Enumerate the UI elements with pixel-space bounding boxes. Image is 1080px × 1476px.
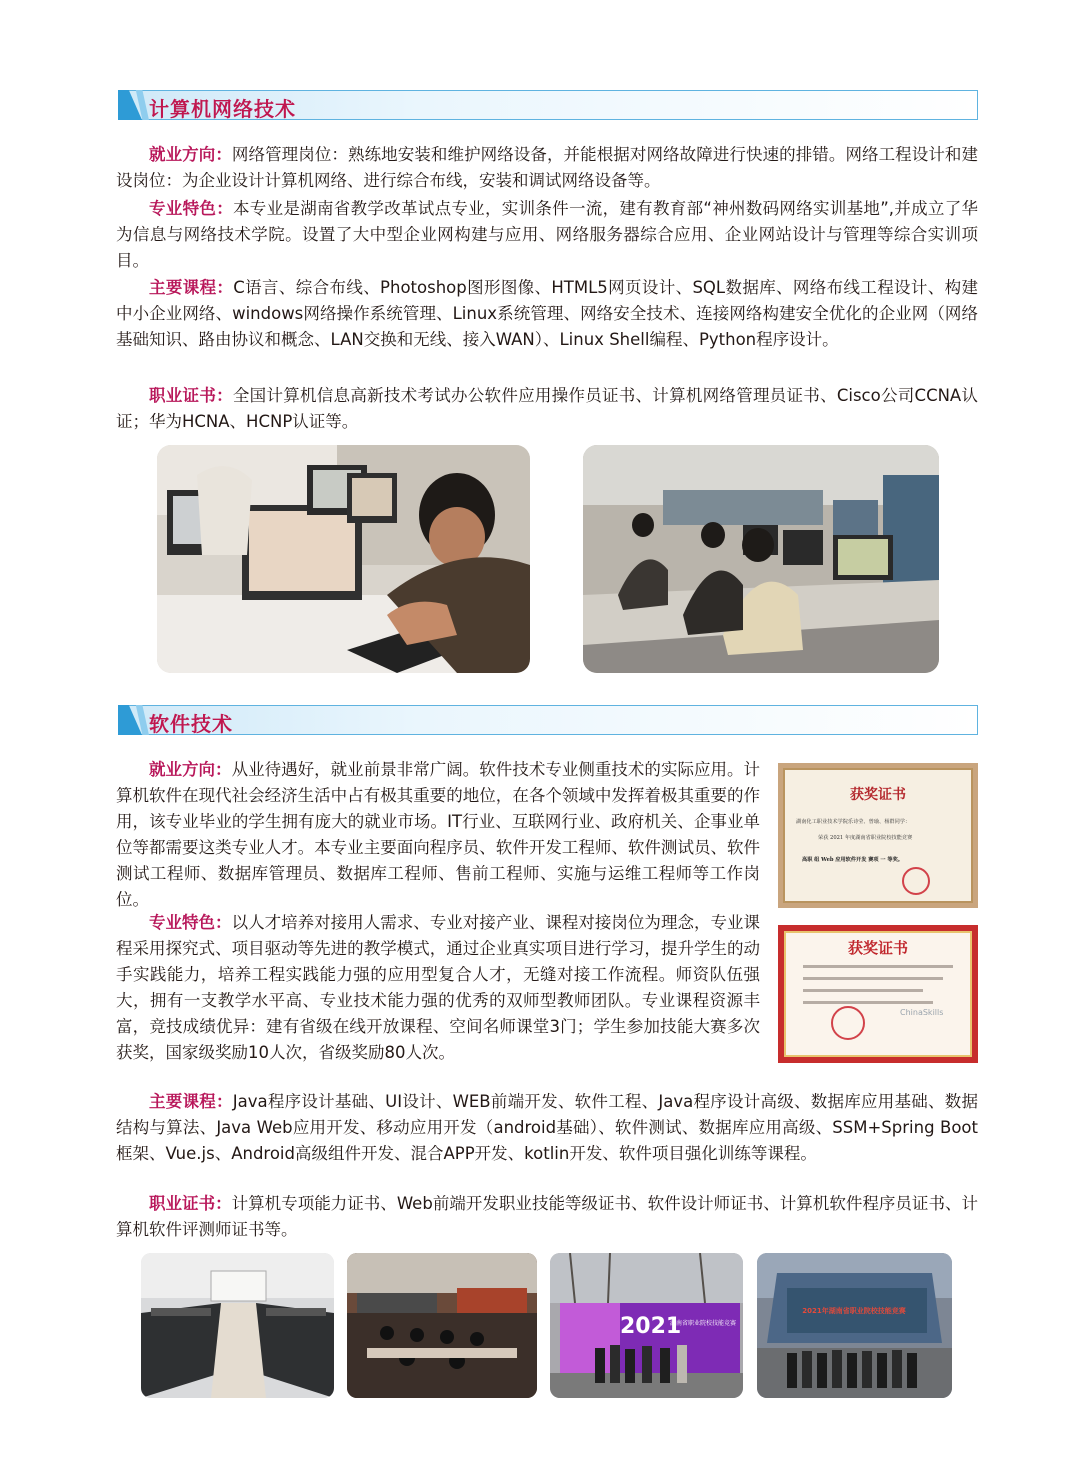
paragraph-label: 就业方向： <box>149 760 232 779</box>
banner-subtitle: 湖南省职业院校技能竞赛 <box>670 1320 737 1327</box>
section-title: 软件技术 <box>149 712 233 736</box>
paragraph-label: 职业证书： <box>149 386 233 405</box>
paragraph-text: 本专业是湖南省教学改革试点专业，实训条件一流，建有教育部“神州数码网络实训基地”,并成立了华为信息与网络技术学院。设置了大中型企业网构建与应用、网络服务器综合应用、企业网站设计与管理等综合实训项目。 <box>116 199 979 270</box>
certificate-body-line <box>803 989 923 992</box>
certificate-logo: ChinaSkills <box>900 1008 944 1017</box>
photo-classroom <box>347 1253 537 1398</box>
photo-stadium-group <box>757 1253 952 1398</box>
certificate-title: 获奖证书 <box>847 939 909 957</box>
award-certificate-1 <box>778 763 978 908</box>
certificate-body-line <box>803 1001 933 1004</box>
paragraph-features <box>116 196 978 274</box>
certificate-title: 获奖证书 <box>850 787 906 803</box>
photo-network-lab <box>583 445 939 673</box>
paragraph-employment <box>116 142 978 194</box>
paragraph-courses <box>116 275 978 353</box>
section-header-network <box>118 90 978 120</box>
paragraph-text: C语言、综合布线、Photoshop图形图像、HTML5网页设计、SQL数据库、网络布线工程设计、构建中小企业网络、windows网络操作系统管理、Linux系统管理、网络安全技术、连接网络构建安全优化的企业网（网络基础知识、路由协议和概念、LAN交换和无线、接入WAN）、Linux Shell编程、Python程序设计。 <box>116 278 978 349</box>
section-title: 计算机网络技术 <box>149 97 296 121</box>
certificate-recipient: 湖南化工职业技术学院乐诗莹、曾瑜、杨群同学： <box>796 819 911 825</box>
paragraph-certificates <box>116 383 978 435</box>
certificate-body-line <box>803 977 943 980</box>
paragraph-courses <box>116 1089 978 1167</box>
photo-empty-computer-lab <box>141 1253 334 1398</box>
paragraph-label: 职业证书： <box>149 1194 232 1213</box>
paragraph-label: 专业特色： <box>149 199 233 218</box>
certificate-line: 荣获 2021 年度湖南省职业院校技能竞赛 <box>818 835 913 841</box>
award-certificate-2 <box>778 925 978 1063</box>
banner-year: 2021 <box>620 1314 682 1339</box>
banner-text: 2021年湖南省职业院校技能竞赛 <box>802 1307 906 1315</box>
paragraph-employment <box>116 757 760 913</box>
paragraph-text: 从业待遇好，就业前景非常广阔。软件技术专业侧重技术的实际应用。计算机软件在现代社会经济生活中占有极其重要的地位，在各个领域中发挥着极其重要的作用，该专业毕业的学生拥有庞大的就业市场。IT行业、互联网行业、政府机关、企事业单位等都需要这类专业人才。本专业主要面向程序员、软件开发工程师、软件测试员、软件测试工程师、数据库管理员、数据库工程师、售前工程师、实施与运维工程师等工作岗位。 <box>116 760 761 909</box>
paragraph-label: 主要课程： <box>149 278 234 297</box>
section-header-software <box>118 705 978 735</box>
paragraph-label: 专业特色： <box>149 913 232 932</box>
paragraph-label: 主要课程： <box>149 1092 233 1111</box>
photo-students-lab <box>157 445 530 673</box>
certificate-line: 高职 组 Web 应用软件开发 赛项 一 等奖。 <box>802 857 903 863</box>
paragraph-text: 以人才培养对接用人需求、专业对接产业、课程对接岗位为理念，专业课程采用探究式、项目驱动等先进的教学模式，通过企业真实项目进行学习，提升学生的动手实践能力，培养工程实践能力强的应用型复合人才，无缝对接工作流程。师资队伍强大，拥有一支教学水平高、专业技术能力强的优秀的双师型教师团队。专业课程资源丰富，竞技成绩优异：建有省级在线开放课程、空间名师课堂3门；学生参加技能大赛多次获奖，国家级奖励10人次，省级奖励80人次。 <box>116 913 761 1062</box>
paragraph-text: Java程序设计基础、UI设计、WEB前端开发、软件工程、Java程序设计高级、数据库应用基础、数据结构与算法、Java Web应用开发、移动应用开发（android基础）、软件测试、数据库应用高级、SSM+Spring Boot框架、Vue.js、Android高级组件开发、混合APP开发、kotlin开发、软件项目强化训练等课程。 <box>116 1092 979 1163</box>
paragraph-label: 就业方向： <box>149 145 232 164</box>
certificate-body-line <box>803 965 953 968</box>
paragraph-features <box>116 910 760 1066</box>
paragraph-certificates <box>116 1191 978 1243</box>
paragraph-text: 全国计算机信息高新技术考试办公软件应用操作员证书、计算机网络管理员证书、Cisco公司CCNA认证；华为HCNA、HCNP认证等。 <box>116 386 979 431</box>
paragraph-text: 计算机专项能力证书、Web前端开发职业技能等级证书、软件设计师证书、计算机软件程序员证书、计算机软件评测师证书等。 <box>116 1194 978 1239</box>
paragraph-text: 网络管理岗位：熟练地安装和维护网络设备，并能根据对网络故障进行快速的排错。网络工程设计和建设岗位：为企业设计计算机网络、进行综合布线，安装和调试网络设备等。 <box>116 145 979 190</box>
photo-competition-team <box>550 1253 743 1398</box>
